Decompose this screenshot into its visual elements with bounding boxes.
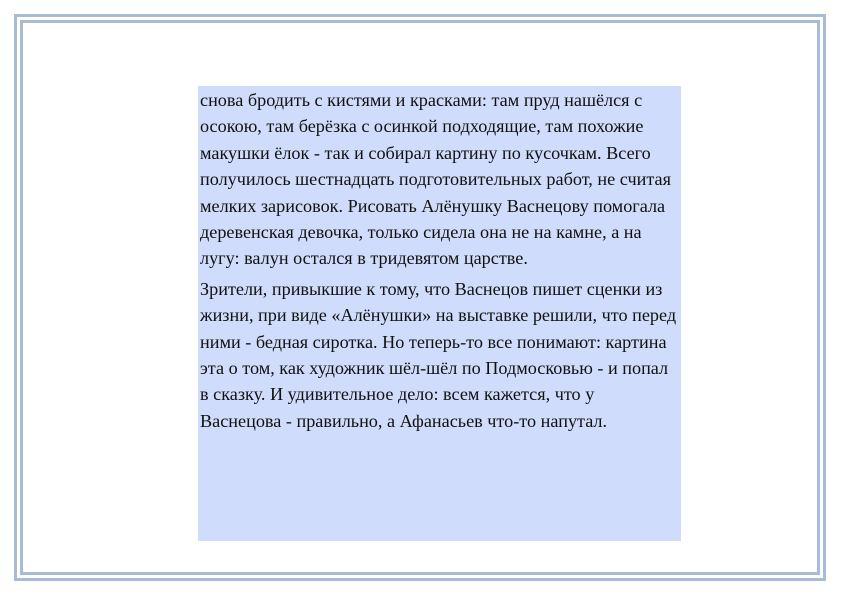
text-box: [198, 86, 681, 541]
paragraph-1: снова бродить с кистями и красками: там пруд нашёлся с осокою, там берёзка с осинкой подходящие, там похожие макушки ёлок - так и собирал картину по кусочкам. Всего получилось шестнадцать подготовительных работ, не считая мелких зарисовок. Рисовать Алёнушку Васнецову помогала деревенская девочка, только сидела она не на камне, а на лугу: валун остался в тридевятом царстве.: [200, 90, 671, 269]
paragraph-2: Зрители, привыкшие к тому, что Васнецов пишет сценки из жизни, при виде «Алёнушки» на выставке решили, что перед ними - бедная сиротка. Но теперь-то все понимают: картина эта о том, как художник шёл-шёл по Подмосковью - и попал в сказку. И удивительное дело: всем кажется, что у Васнецова - правильно, а Афанасьев что-то напутал.: [200, 278, 677, 431]
